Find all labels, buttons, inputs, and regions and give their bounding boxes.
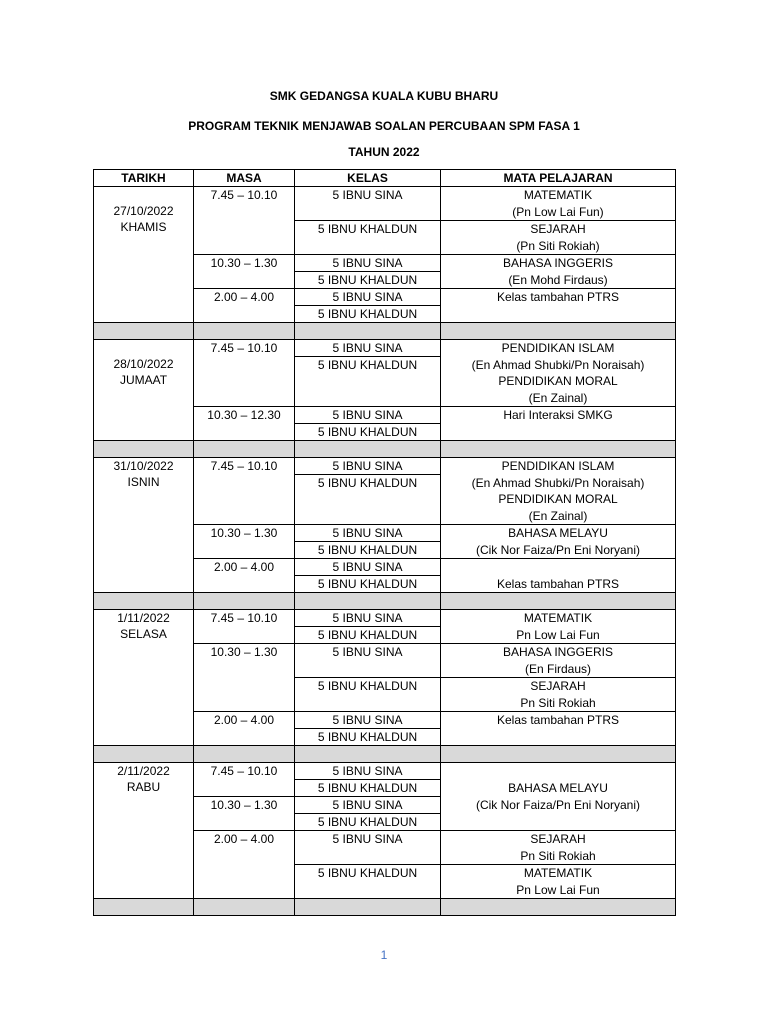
time-cell: 10.30 – 1.30 bbox=[194, 525, 295, 559]
date-cell: 31/10/2022 ISNIN bbox=[94, 458, 194, 593]
subject-cell: SEJARAH Pn Siti Rokiah bbox=[441, 831, 676, 865]
class-cell: 5 IBNU KHALDUN bbox=[295, 424, 441, 441]
class-cell: 5 IBNU KHALDUN bbox=[295, 272, 441, 289]
col-header-tarikh: TARIKH bbox=[94, 170, 194, 187]
subject-cell: PENDIDIKAN ISLAM (En Ahmad Shubki/Pn Noraisah) PENDIDIKAN MORAL (En Zainal) bbox=[441, 340, 676, 407]
class-cell: 5 IBNU SINA bbox=[295, 712, 441, 729]
subject-cell: MATEMATIK Pn Low Lai Fun bbox=[441, 865, 676, 899]
class-cell: 5 IBNU SINA bbox=[295, 763, 441, 780]
class-cell: 5 IBNU KHALDUN bbox=[295, 865, 441, 899]
class-cell: 5 IBNU SINA bbox=[295, 289, 441, 306]
subject-cell: BAHASA MELAYU (Cik Nor Faiza/Pn Eni Noryani) bbox=[441, 525, 676, 559]
class-cell: 5 IBNU KHALDUN bbox=[295, 576, 441, 593]
subject-cell: MATEMATIK (Pn Low Lai Fun) bbox=[441, 187, 676, 221]
subject-cell: SEJARAH (Pn Siti Rokiah) bbox=[441, 221, 676, 255]
class-cell: 5 IBNU SINA bbox=[295, 525, 441, 542]
subject-cell: BAHASA INGGERIS (En Firdaus) bbox=[441, 644, 676, 678]
header-row bbox=[94, 170, 676, 187]
class-cell: 5 IBNU SINA bbox=[295, 255, 441, 272]
year-title: TAHUN 2022 bbox=[348, 145, 420, 159]
class-cell: 5 IBNU KHALDUN bbox=[295, 627, 441, 644]
class-cell: 5 IBNU KHALDUN bbox=[295, 221, 441, 255]
time-cell: 7.45 – 10.10 bbox=[194, 458, 295, 525]
separator-row bbox=[94, 593, 676, 610]
time-cell: 10.30 – 1.30 bbox=[194, 644, 295, 712]
subject-cell: BAHASA MELAYU (Cik Nor Faiza/Pn Eni Noryani) bbox=[441, 763, 676, 831]
time-cell: 2.00 – 4.00 bbox=[194, 831, 295, 899]
program-title: PROGRAM TEKNIK MENJAWAB SOALAN PERCUBAAN SPM FASA 1 bbox=[188, 119, 580, 133]
class-cell: 5 IBNU SINA bbox=[295, 644, 441, 678]
class-cell: 5 IBNU SINA bbox=[295, 407, 441, 424]
table-row bbox=[94, 340, 676, 357]
date-cell: 2/11/2022 RABU bbox=[94, 763, 194, 899]
table-row bbox=[94, 458, 676, 475]
separator-row bbox=[94, 441, 676, 458]
subject-cell: MATEMATIK Pn Low Lai Fun bbox=[441, 610, 676, 644]
class-cell: 5 IBNU KHALDUN bbox=[295, 357, 441, 407]
class-cell: 5 IBNU KHALDUN bbox=[295, 306, 441, 323]
class-cell: 5 IBNU SINA bbox=[295, 187, 441, 221]
table-row bbox=[94, 763, 676, 780]
date-cell: 1/11/2022 SELASA bbox=[94, 610, 194, 746]
class-cell: 5 IBNU SINA bbox=[295, 610, 441, 627]
time-cell: 7.45 – 10.10 bbox=[194, 610, 295, 644]
col-header-kelas: KELAS bbox=[295, 170, 441, 187]
school-name: SMK GEDANGSA KUALA KUBU BHARU bbox=[269, 89, 499, 103]
date-cell: 27/10/2022 KHAMIS bbox=[94, 187, 194, 323]
time-cell: 7.45 – 10.10 bbox=[194, 340, 295, 407]
subject-cell: BAHASA INGGERIS (En Mohd Firdaus) bbox=[441, 255, 676, 289]
class-cell: 5 IBNU KHALDUN bbox=[295, 678, 441, 712]
separator-row bbox=[94, 746, 676, 763]
col-header-masa: MASA bbox=[194, 170, 295, 187]
time-cell: 7.45 – 10.10 bbox=[194, 763, 295, 797]
table-row bbox=[94, 610, 676, 627]
class-cell: 5 IBNU KHALDUN bbox=[295, 542, 441, 559]
class-cell: 5 IBNU KHALDUN bbox=[295, 814, 441, 831]
date-cell: 28/10/2022 JUMAAT bbox=[94, 340, 194, 441]
col-header-mata-pelajaran: MATA PELAJARAN bbox=[441, 170, 676, 187]
separator-row bbox=[94, 323, 676, 340]
time-cell: 10.30 – 1.30 bbox=[194, 797, 295, 831]
class-cell: 5 IBNU KHALDUN bbox=[295, 780, 441, 797]
class-cell: 5 IBNU SINA bbox=[295, 559, 441, 576]
time-cell: 2.00 – 4.00 bbox=[194, 289, 295, 323]
time-cell: 10.30 – 12.30 bbox=[194, 407, 295, 441]
time-cell: 10.30 – 1.30 bbox=[194, 255, 295, 289]
subject-cell: Kelas tambahan PTRS bbox=[441, 559, 676, 593]
time-cell: 2.00 – 4.00 bbox=[194, 559, 295, 593]
subject-cell: Kelas tambahan PTRS bbox=[441, 712, 676, 746]
class-cell: 5 IBNU SINA bbox=[295, 340, 441, 357]
time-cell: 7.45 – 10.10 bbox=[194, 187, 295, 255]
subject-cell: Hari Interaksi SMKG bbox=[441, 407, 676, 441]
class-cell: 5 IBNU SINA bbox=[295, 831, 441, 865]
class-cell: 5 IBNU KHALDUN bbox=[295, 729, 441, 746]
subject-cell: SEJARAH Pn Siti Rokiah bbox=[441, 678, 676, 712]
table-row bbox=[94, 187, 676, 221]
schedule-table bbox=[93, 169, 676, 916]
class-cell: 5 IBNU SINA bbox=[295, 458, 441, 475]
time-cell: 2.00 – 4.00 bbox=[194, 712, 295, 746]
separator-row bbox=[94, 899, 676, 916]
page-number: 1 bbox=[380, 948, 388, 962]
subject-cell: Kelas tambahan PTRS bbox=[441, 289, 676, 323]
subject-cell: PENDIDIKAN ISLAM (En Ahmad Shubki/Pn Noraisah) PENDIDIKAN MORAL (En Zainal) bbox=[441, 458, 676, 525]
class-cell: 5 IBNU KHALDUN bbox=[295, 475, 441, 525]
class-cell: 5 IBNU SINA bbox=[295, 797, 441, 814]
